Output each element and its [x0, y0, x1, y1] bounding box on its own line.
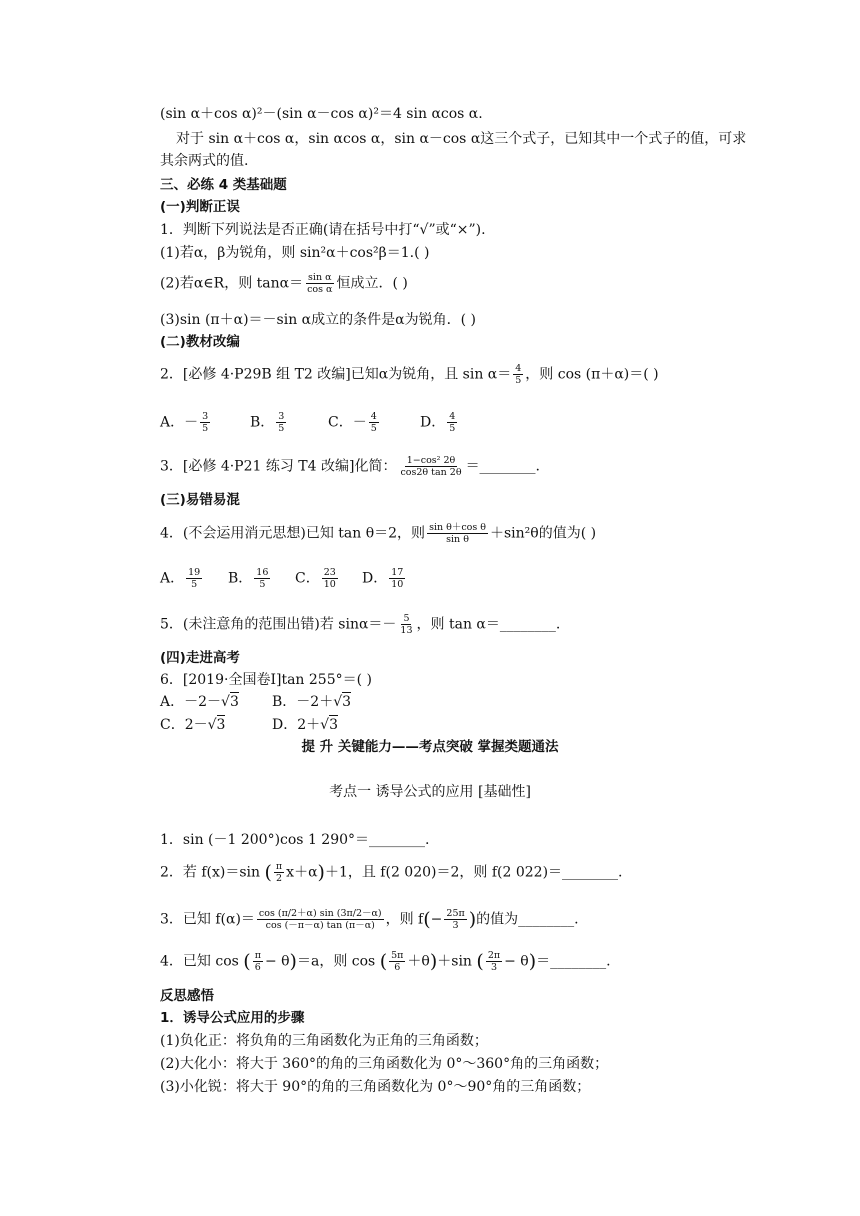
option-d: D． $\frac{17}{10}$: [362, 567, 404, 590]
question-6-options-ab: [160, 692, 351, 712]
question-4-options: [160, 567, 407, 590]
option-d: D． $\frac{4}{5}$: [420, 411, 456, 434]
kaodian-heading: 考点一 诱导公式的应用 [基础性]: [329, 784, 531, 800]
identity-line: (sin α＋cos α)²－(sin α－cos α)²＝4 sin αcos α.: [160, 106, 483, 122]
kd-question-4: 4．已知 cos ( $\frac{\pi}{6}$ − θ)＝a，则 cos ( $\frac{5\pi}{6}$ ＋θ)＋sin ( $\frac{2\pi}{3}$ − θ)＝________.: [160, 950, 611, 973]
reflection-subtitle: 1．诱导公式应用的步骤: [160, 1010, 305, 1026]
option-b: B． $\frac{16}{5}$: [228, 567, 269, 590]
option-c: C． $\frac{23}{10}$: [295, 567, 336, 590]
question-4: 4．(不会运用消元思想)已知 tan θ＝2，则 $\frac{\text{sin θ＋cos θ}}{\text{sin θ}}$ ＋sin²θ的值为( ): [160, 522, 597, 545]
q1b-pre: (2)若α∈R，则 tanα＝: [160, 275, 304, 292]
note-line: 对于 sin α＋cos α，sin αcos α，sin α－cos α这三个式子，已知其中一个式子的值，可求: [176, 131, 747, 147]
question-1-c: (3)sin (π＋α)＝－sin α成立的条件是α为锐角．( ): [160, 312, 476, 328]
question-2-options: [160, 411, 459, 434]
question-1-a: (1)若α，β为锐角，则 sin²α＋cos²β＝1.( ): [160, 245, 430, 261]
question-6: 6．[2019·全国卷Ⅰ]tan 255°＝( ): [160, 672, 372, 688]
option-c: C．－ $\frac{4}{5}$: [328, 411, 377, 434]
kd-question-2: 2．若 f(x)＝sin ( $\frac{\pi}{2}$ x＋α)＋1，且 f(2 020)＝2，则 f(2 022)＝________.: [160, 861, 623, 884]
section-title: 三、必练 4 类基础题: [160, 177, 287, 193]
question-5: 5．(未注意角的范围出错)若 sinα＝－ $\frac{5}{13}$ ，则 tan α＝________.: [160, 613, 561, 636]
question-1-stem: 1．判断下列说法是否正确(请在括号中打“√”或“×”).: [160, 222, 486, 238]
option-a: A． $\frac{19}{5}$: [160, 567, 201, 590]
subsection-title: (四)走进高考: [160, 650, 240, 666]
banner-heading: 提 升 关键能力——考点突破 掌握类题通法: [301, 739, 559, 755]
note-line-cont: 其余两式的值.: [160, 153, 249, 169]
question-2: 2．[必修 4·P29B 组 T2 改编]已知α为锐角，且 sin α＝ $\frac{4}{5}$ ，则 cos (π＋α)＝( ): [160, 363, 659, 386]
subsection-title: (三)易错易混: [160, 492, 240, 508]
kd-question-3: 3．已知 f(α)＝ $\frac{\cos (\pi/2+\alpha) \sin (3\pi/2-\alpha)}{\cos (-\pi-\alpha) \tan (\pi-\alpha)}$ ，则 f(− $\frac{25\pi}{3}$ )的值为________.: [160, 908, 579, 931]
fraction: $\frac{\text{sin α}}{\text{cos α}}$: [307, 272, 333, 295]
option-c: C．2－√3: [160, 717, 226, 733]
kd-question-1: 1．sin (－1 200°)cos 1 290°＝________.: [160, 832, 430, 848]
subsection-title: (一)判断正误: [160, 199, 240, 215]
question-3: 3．[必修 4·P21 练习 T4 改编]化简： $\frac{\text{1−cos² 2θ}}{\text{cos2θ tan 2θ}}$ ＝________.: [160, 455, 541, 478]
subsection-title: (二)教材改编: [160, 334, 240, 350]
option-b: B． $\frac{3}{5}$: [250, 411, 285, 434]
question-6-options-cd: [160, 715, 338, 735]
step-item: (2)大化小：将大于 360°的角的三角函数化为 0°～360°角的三角函数；: [160, 1056, 609, 1072]
step-item: (3)小化锐：将大于 90°的角的三角函数化为 0°～90°角的三角函数；: [160, 1079, 591, 1095]
option-d: D．2＋√3: [272, 717, 338, 733]
q1b-post: 恒成立．( ): [336, 275, 408, 292]
step-item: (1)负化正：将负角的三角函数化为正角的三角函数；: [160, 1033, 488, 1049]
question-1-b: [160, 272, 408, 295]
option-b: B．－2＋√3: [272, 694, 352, 710]
option-a: A．－2－√3: [160, 694, 239, 710]
option-a: A．－ $\frac{3}{5}$: [160, 411, 209, 434]
reflection-title: 反思感悟: [160, 988, 214, 1004]
